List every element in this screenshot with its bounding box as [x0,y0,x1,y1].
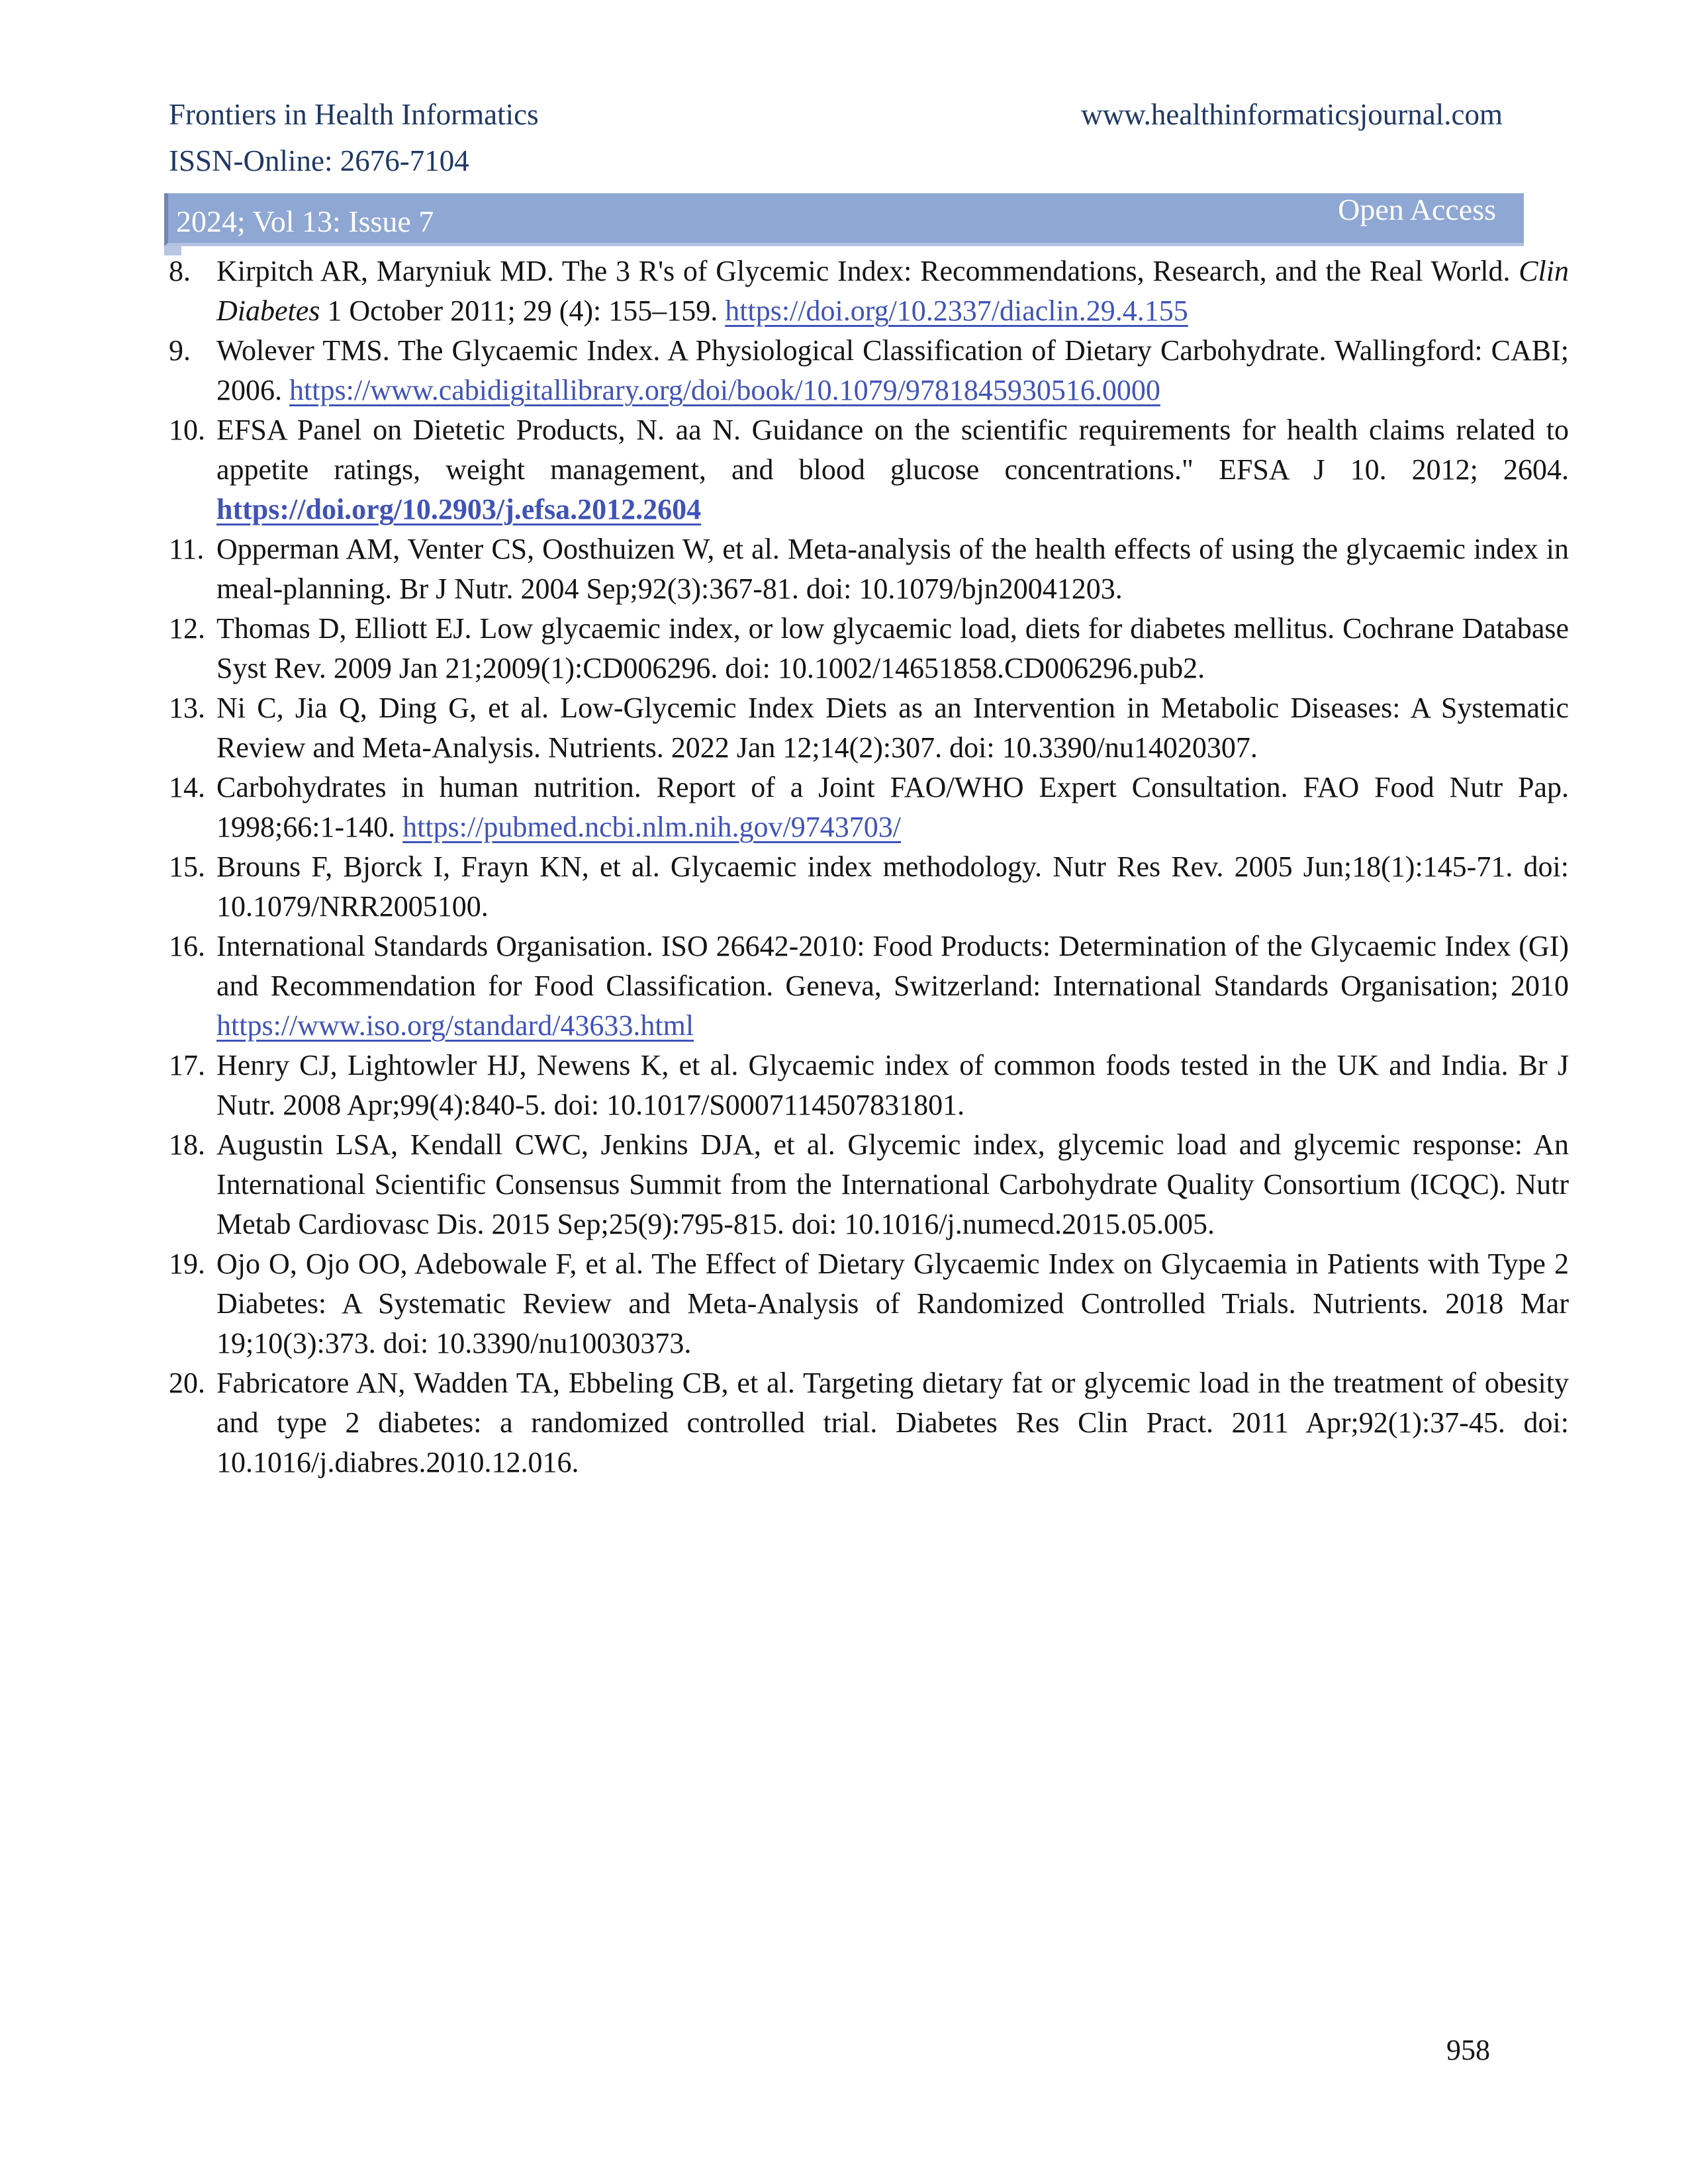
reference-text-segment: Thomas D, Elliott EJ. Low glycaemic index, or low glycaemic load, diets for diabetes mellitus. Cochrane Database Syst Rev. 2009 Jan 21;2009(1):CD006296. doi: 10.1002/14651858.CD006296.pub2. [216,612,1569,684]
reference-number: 19. [169,1248,205,1280]
reference-link[interactable]: https://www.iso.org/standard/43633.html [216,1009,694,1042]
reference-number: 16. [169,930,205,962]
reference-text [216,1363,1569,1482]
reference-item [169,1244,1569,1363]
reference-item [169,688,1569,768]
reference-text-segment: Opperman AM, Venter CS, Oosthuizen W, et al. Meta-analysis of the health effects of using the glycaemic index in meal-planning. Br J Nutr. 2004 Sep;92(3):367-81. doi: 10.1079/bjn20041203. [216,533,1569,605]
reference-link[interactable]: https://pubmed.ncbi.nlm.nih.gov/9743703/ [402,811,901,843]
issue-label: 2024; Vol 13: Issue 7 [176,205,434,238]
reference-text-segment: 1 October 2011; 29 (4): 155–159. [320,295,726,327]
reference-item [169,847,1569,927]
journal-issn: ISSN-Online: 2676-7104 [169,144,469,177]
reference-text [216,410,1569,529]
reference-text [216,1244,1569,1363]
open-access-label: Open Access [1338,193,1496,226]
reference-text-segment: Wolever TMS. The Glycaemic Index. A Physiological Classification of Dietary Carbohydrate. Wallingford: CABI; 2006. [216,334,1569,406]
reference-text [216,251,1569,331]
journal-website: www.healthinformaticsjournal.com [1081,98,1503,131]
reference-text [216,1046,1569,1125]
reference-text [216,529,1569,609]
reference-text-segment: International Standards Organisation. ISO 26642-2010: Food Products: Determination of the Glycaemic Index (GI) and Recommendation for Food Classification. Geneva, Switzerland: International Standards Organisation; 2010 [216,930,1569,1002]
reference-text [216,927,1569,1046]
reference-number: 10. [169,414,205,446]
reference-text [216,609,1569,688]
references-list [169,251,1569,1482]
reference-number: 20. [169,1367,205,1399]
reference-text-segment: Henry CJ, Lightowler HJ, Newens K, et al. Glycaemic index of common foods tested in the UK and India. Br J Nutr. 2008 Apr;99(4):840-5. doi: 10.1017/S0007114507831801. [216,1049,1569,1121]
reference-text-segment: Ni C, Jia Q, Ding G, et al. Low-Glycemic Index Diets as an Intervention in Metabolic Diseases: A Systematic Review and Meta-Analysis. Nutrients. 2022 Jan 12;14(2):307. doi: 10.3390/nu14020307. [216,692,1569,764]
reference-text-segment: Clin Diabetes [216,255,1569,327]
reference-text [216,331,1569,410]
reference-number: 11. [169,533,205,565]
reference-text-segment: Fabricatore AN, Wadden TA, Ebbeling CB, et al. Targeting dietary fat or glycemic load in the treatment of obesity and type 2 diabetes: a randomized controlled trial. Diabetes Res Clin Pract. 2011 Apr;92(1):37-45. doi: 10.1016/j.diabres.2010.12.016. [216,1367,1569,1479]
reference-text-segment: Augustin LSA, Kendall CWC, Jenkins DJA, et al. Glycemic index, glycemic load and glycemic response: An International Scientific Consensus Summit from the International Carbohydrate Quality Consortium (ICQC). Nutr Metab Cardiovasc Dis. 2015 Sep;25(9):795-815. doi: 10.1016/j.numecd.2015.05.005. [216,1128,1569,1240]
reference-number: 9. [169,334,191,367]
reference-text-segment: Ojo O, Ojo OO, Adebowale F, et al. The Effect of Dietary Glycaemic Index on Glycaemia in Patients with Type 2 Diabetes: A Systematic Review and Meta-Analysis of Randomized Controlled Trials. Nutrients. 2018 Mar 19;10(3):373. doi: 10.3390/nu10030373. [216,1248,1569,1359]
reference-text [216,847,1569,927]
reference-item [169,768,1569,847]
reference-text-segment: Brouns F, Bjorck I, Frayn KN, et al. Glycaemic index methodology. Nutr Res Rev. 2005 Jun;18(1):145-71. doi: 10.1079/NRR2005100. [216,850,1569,923]
reference-link[interactable]: https://doi.org/10.2903/j.efsa.2012.2604 [216,493,702,525]
journal-title: Frontiers in Health Informatics [169,98,539,131]
reference-number: 12. [169,612,205,645]
reference-item [169,927,1569,1046]
reference-item [169,1125,1569,1244]
reference-item [169,1046,1569,1125]
page-number: 958 [1446,2034,1490,2066]
reference-item [169,251,1569,331]
reference-number: 8. [169,255,191,287]
reference-link[interactable]: https://doi.org/10.2337/diaclin.29.4.155 [725,295,1188,327]
reference-item [169,331,1569,410]
reference-text [216,688,1569,768]
reference-number: 13. [169,692,205,724]
reference-text-segment: EFSA Panel on Dietetic Products, N. aa N. Guidance on the scientific requirements for health claims related to appetite ratings, weight management, and blood glucose concentrations." EFSA J 10. 2012; 2604. [216,414,1569,486]
reference-text [216,1125,1569,1244]
reference-text-segment: Carbohydrates in human nutrition. Report of a Joint FAO/WHO Expert Consultation. FAO Food Nutr Pap. 1998;66:1-140. [216,771,1569,843]
reference-item [169,1363,1569,1482]
reference-number: 18. [169,1128,205,1161]
page-header [169,91,1569,184]
reference-text [216,768,1569,847]
reference-number: 17. [169,1049,205,1081]
reference-link[interactable]: https://www.cabidigitallibrary.org/doi/book/10.1079/9781845930516.0000 [289,374,1160,406]
journal-website-block [1081,91,1569,138]
journal-identity [169,91,539,184]
reference-item [169,410,1569,529]
issue-banner [164,193,1524,246]
reference-text-segment: Kirpitch AR, Maryniuk MD. The 3 R's of Glycemic Index: Recommendations, Research, and the Real World. [216,255,1519,287]
reference-number: 15. [169,850,205,883]
reference-number: 14. [169,771,205,803]
reference-item [169,529,1569,609]
reference-item [169,609,1569,688]
